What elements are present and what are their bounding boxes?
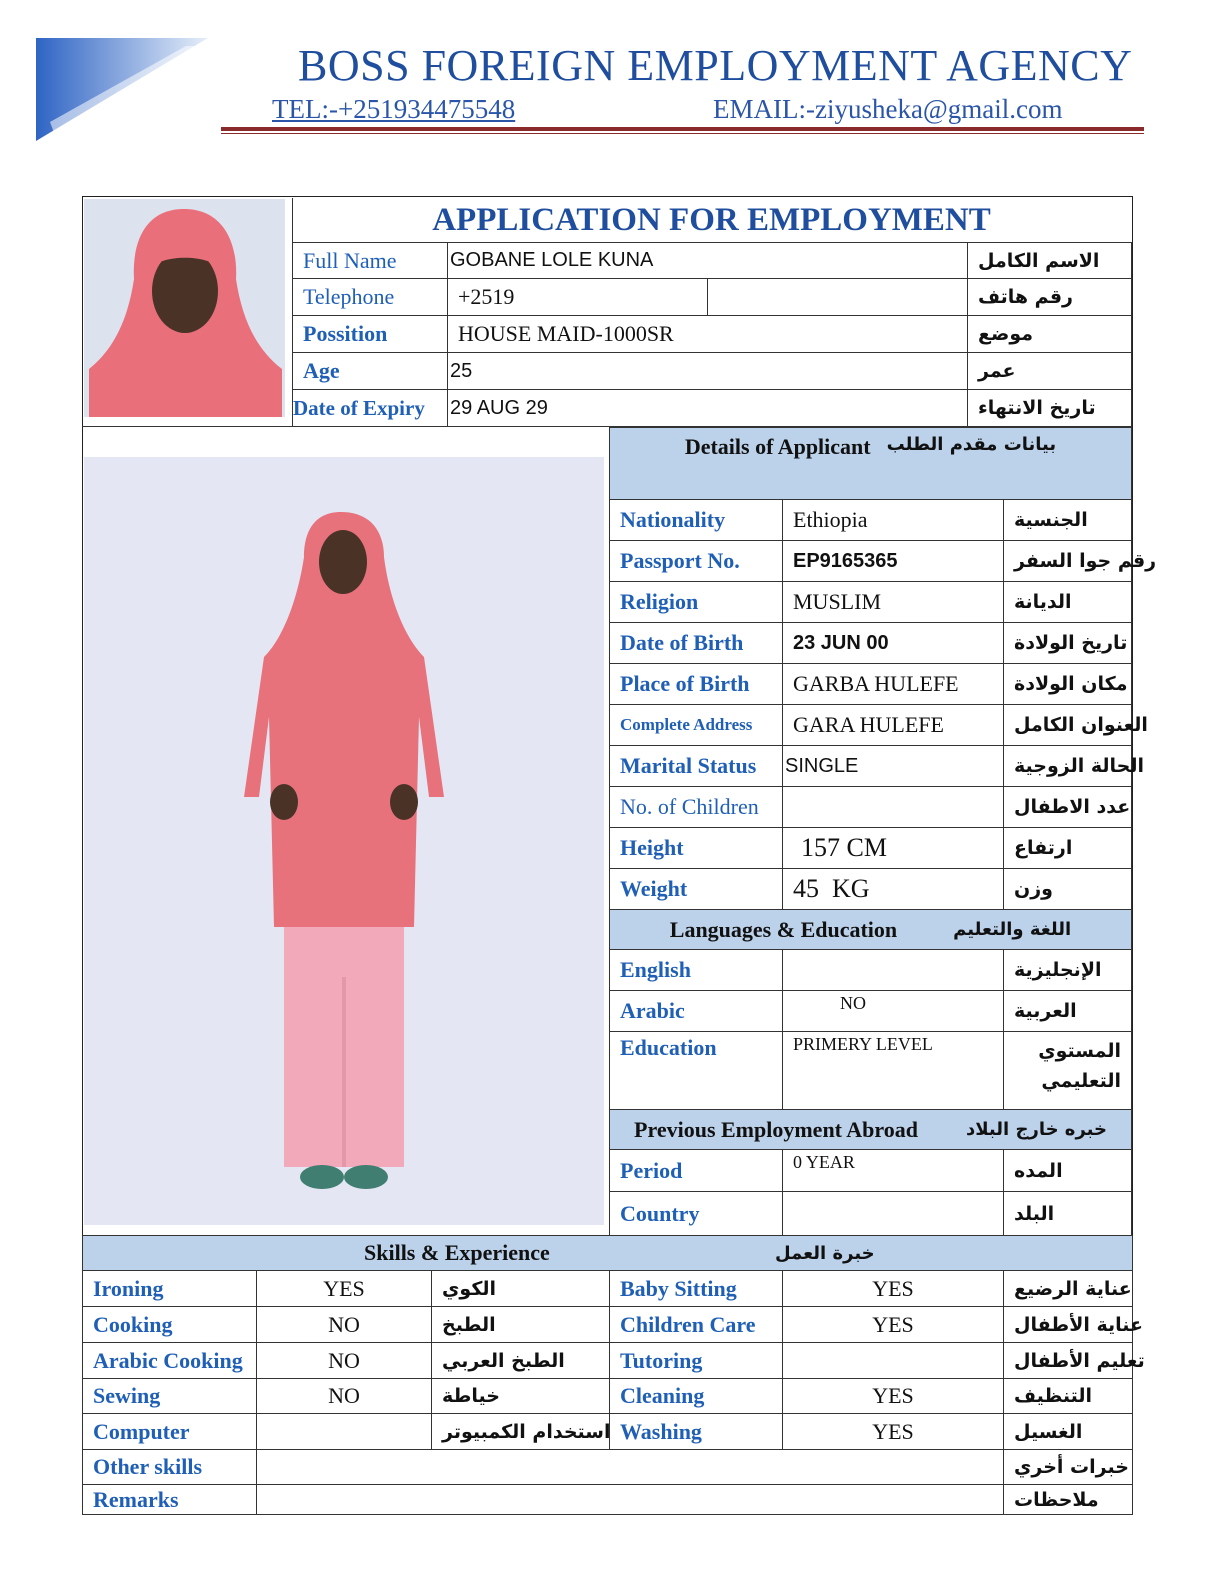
arabic-label: Arabic (609, 990, 783, 1032)
expiry-ar: تاريخ الانتهاء (967, 389, 1132, 427)
age-label: Age (292, 352, 448, 390)
cleaning-ar: التنظيف (1003, 1378, 1133, 1414)
washing-label: Washing (609, 1413, 783, 1450)
height-ar: ارتفاع (1003, 827, 1132, 869)
arabic-cooking-value: NO (256, 1342, 432, 1379)
previous-heading-text: Previous Employment Abroad (634, 1116, 919, 1142)
remarks-ar: ملاحظات (1003, 1484, 1133, 1515)
languages-heading-text: Languages & Education (669, 916, 898, 942)
children-ar: عدد الاطفال (1003, 786, 1132, 828)
skills-heading (82, 1235, 1133, 1271)
dob-label: Date of Birth (609, 622, 783, 664)
other-skills-label: Other skills (82, 1449, 257, 1485)
full-name-label: Full Name (292, 242, 448, 279)
details-heading-ar: بيانات مقدم الطلب (886, 434, 1057, 455)
period-label: Period (609, 1149, 783, 1192)
religion-value: MUSLIM (782, 581, 1004, 623)
baby-sitting-value: YES (782, 1270, 1004, 1307)
cooking-value: NO (256, 1306, 432, 1343)
education-value: PRIMERY LEVEL (782, 1031, 1004, 1110)
previous-heading (609, 1109, 1132, 1150)
position-value: HOUSE MAID-1000SR (447, 315, 968, 353)
period-value: 0 YEAR (782, 1149, 1004, 1192)
full-name-value: GOBANE LOLE KUNA (447, 242, 968, 279)
pob-value: GARBA HULEFE (782, 663, 1004, 705)
religion-ar: الديانة (1003, 581, 1132, 623)
skills-heading-ar: خبرة العمل (775, 1242, 875, 1264)
country-label: Country (609, 1191, 783, 1236)
position-ar: موضع (967, 315, 1132, 353)
dob-ar: تاريخ الولادة (1003, 622, 1132, 664)
telephone-value-2 (707, 278, 968, 316)
arabic-value: NO (782, 990, 1004, 1032)
baby-sitting-ar: عناية الرضيع (1003, 1270, 1133, 1307)
arabic-ar: العربية (1003, 990, 1132, 1032)
computer-ar: استخدام الكمبيوتر (431, 1413, 610, 1450)
children-value (782, 786, 1004, 828)
age-value: 25 (447, 352, 968, 390)
nationality-label: Nationality (609, 499, 783, 541)
cooking-ar: الطبخ (431, 1306, 610, 1343)
english-value (782, 949, 1004, 991)
remarks-value (256, 1484, 1004, 1515)
languages-heading (609, 909, 1132, 950)
telephone-ar: رقم هاتف (967, 278, 1132, 316)
ironing-ar: الكوي (431, 1270, 610, 1307)
form-title: APPLICATION FOR EMPLOYMENT (292, 198, 1130, 243)
arabic-cooking-label: Arabic Cooking (82, 1342, 257, 1379)
telephone-value: +2519 (447, 278, 708, 316)
ironing-label: Ironing (82, 1270, 257, 1307)
company-name: BOSS FOREIGN EMPLOYMENT AGENCY (298, 41, 1133, 90)
email-text: EMAIL:-ziyusheka@gmail.com (713, 94, 1063, 124)
address-label: Complete Address (609, 704, 783, 746)
sewing-ar: خياطة (431, 1378, 610, 1414)
passport-label: Passport No. (609, 540, 783, 582)
children-care-ar: عناية الأطفال (1003, 1306, 1133, 1343)
english-label: English (609, 949, 783, 991)
address-value: GARA HULEFE (782, 704, 1004, 746)
religion-label: Religion (609, 581, 783, 623)
details-heading (609, 427, 1132, 500)
other-skills-ar: خبرات أخري (1003, 1449, 1133, 1485)
children-care-value: YES (782, 1306, 1004, 1343)
marital-value: SINGLE (782, 745, 1004, 787)
full-name-ar: الاسم الكامل (967, 242, 1132, 279)
weight-ar: وزن (1003, 868, 1132, 910)
telephone-label: Telephone (292, 278, 448, 316)
passport-value: EP9165365 (782, 540, 1004, 582)
arabic-cooking-ar: الطبخ العربي (431, 1342, 610, 1379)
address-ar: العنوان الكامل (1003, 704, 1132, 746)
passport-ar: رقم جوا السفر (1003, 540, 1132, 582)
education-ar: المستوي التعليمي (1003, 1031, 1132, 1110)
sewing-label: Sewing (82, 1378, 257, 1414)
marital-ar: الحالة الزوجية (1003, 745, 1132, 787)
expiry-value: 29 AUG 29 (447, 389, 968, 427)
cleaning-label: Cleaning (609, 1378, 783, 1414)
pob-label: Place of Birth (609, 663, 783, 705)
country-ar: البلد (1003, 1191, 1132, 1236)
expiry-label: Date of Expiry (292, 389, 448, 427)
washing-value: YES (782, 1413, 1004, 1450)
english-ar: الإنجليزية (1003, 949, 1132, 991)
portrait-photo (84, 199, 285, 417)
remarks-label: Remarks (82, 1484, 257, 1515)
children-care-label: Children Care (609, 1306, 783, 1343)
full-body-photo (84, 457, 604, 1225)
skills-heading-text: Skills & Experience (364, 1240, 550, 1265)
cleaning-value: YES (782, 1378, 1004, 1414)
agency-logo (36, 38, 211, 143)
photo-divider (82, 426, 610, 428)
tutoring-label: Tutoring (609, 1342, 783, 1379)
education-label: Education (609, 1031, 783, 1110)
tutoring-value (782, 1342, 1004, 1379)
computer-label: Computer (82, 1413, 257, 1450)
pob-ar: مكان الولادة (1003, 663, 1132, 705)
weight-label: Weight (609, 868, 783, 910)
languages-heading-ar: اللغة والتعليم (953, 919, 1072, 940)
telephone-link[interactable]: TEL:-+251934475548 (272, 94, 516, 124)
cooking-label: Cooking (82, 1306, 257, 1343)
marital-label: Marital Status (609, 745, 783, 787)
weight-value: 45 KG (782, 868, 1004, 910)
height-label: Height (609, 827, 783, 869)
nationality-value: Ethiopia (782, 499, 1004, 541)
period-ar: المده (1003, 1149, 1132, 1192)
header-rule (221, 127, 1144, 131)
position-label: Possition (292, 315, 448, 353)
tutoring-ar: تعليم الأطفال (1003, 1342, 1133, 1379)
height-value: 157 CM (782, 827, 1004, 869)
previous-heading-ar: خبره خارج البلاد (966, 1119, 1107, 1140)
children-label: No. of Children (609, 786, 783, 828)
country-value (782, 1191, 1004, 1236)
other-skills-value (256, 1449, 1004, 1485)
header-rule-thin (221, 133, 1144, 134)
details-heading-text: Details of Applicant (684, 434, 871, 459)
computer-value (256, 1413, 432, 1450)
dob-value: 23 JUN 00 (782, 622, 1004, 664)
washing-ar: الغسيل (1003, 1413, 1133, 1450)
nationality-ar: الجنسية (1003, 499, 1132, 541)
age-ar: عمر (967, 352, 1132, 390)
sewing-value: NO (256, 1378, 432, 1414)
ironing-value: YES (256, 1270, 432, 1307)
baby-sitting-label: Baby Sitting (609, 1270, 783, 1307)
